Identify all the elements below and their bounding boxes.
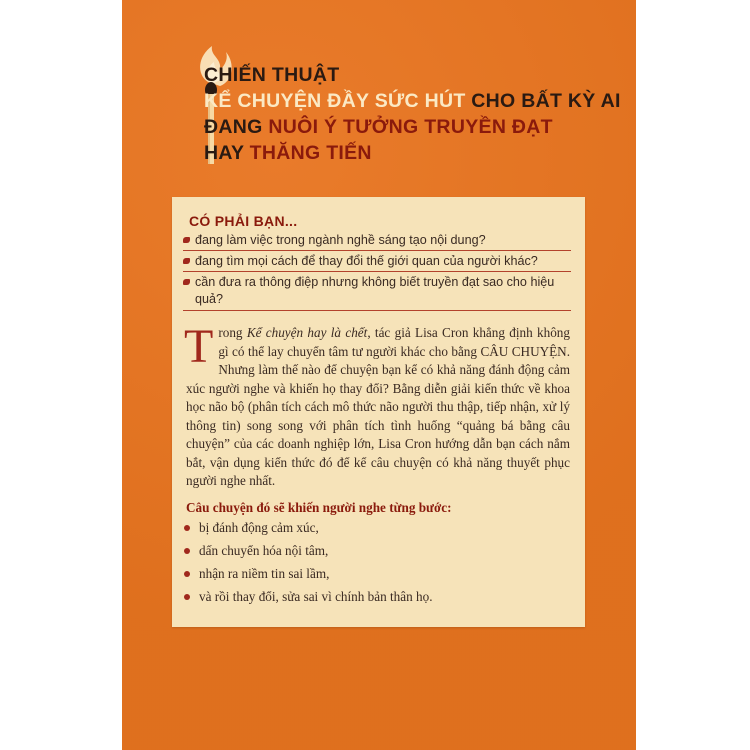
bullet-icon <box>183 237 190 243</box>
bullet-icon <box>183 258 190 264</box>
story-step: và rồi thay đổi, sửa sai vì chính bản thân họ. <box>184 589 433 605</box>
headline-line2-b: CHO BẤT KỲ AI <box>471 90 621 112</box>
question-item: cần đưa ra thông điệp nhưng không biết truyền đạt sao cho hiệu quả? <box>183 274 573 308</box>
book-title: Kể chuyện hay là chết <box>246 325 368 340</box>
bullet-icon <box>184 594 190 600</box>
story-step: bị đánh động cảm xúc, <box>184 520 319 536</box>
headline-line4-b: THĂNG TIẾN <box>249 142 372 164</box>
question-item: đang tìm mọi cách để thay đổi thế giới quan của người khác? <box>183 253 573 270</box>
cover-headline <box>204 62 624 166</box>
bullet-icon <box>184 548 190 554</box>
question-item: đang làm việc trong ngành nghề sáng tạo nội dung? <box>183 232 573 249</box>
bullet-icon <box>183 279 190 285</box>
description-paragraph: Trong Kể chuyện hay là chết, tác giả Lisa Cron khẳng định không gì có thể lay chuyển tâm tư người khác cho bằng CÂU CHUYỆN. Nhưng làm thế nào để chuyện bạn kể có khả năng đánh động cảm xúc người nghe và khiến họ thay đổi? Bằng diễn giải kiến thức về khoa học não bộ (phân tích cách mô thức não người thu thập, tiếp nhận, xử lý thông tin) song song với phân tích tình huống “quảng bá bằng câu chuyện” của các doanh nghiệp lớn, Lisa Cron hướng dẫn bạn cách nắm bắt, vận dụng kiến thức đó để kể câu chuyện có khả năng thuyết phục người nghe nhất. <box>184 320 570 488</box>
divider <box>183 271 571 272</box>
question-title: CÓ PHẢI BẠN... <box>189 213 298 229</box>
story-step: nhận ra niềm tin sai lầm, <box>184 566 329 582</box>
bullet-icon <box>184 525 190 531</box>
headline-line1: CHIẾN THUẬT <box>204 64 340 86</box>
headline-line2-a: KỂ CHUYỆN ĐẦY SỨC HÚT <box>204 90 472 112</box>
bullet-icon <box>184 571 190 577</box>
story-step: dấn chuyển hóa nội tâm, <box>184 543 328 559</box>
headline-line4-a: HAY <box>204 142 250 164</box>
drop-cap: T <box>184 320 214 373</box>
headline-line3-a: ĐANG <box>204 116 269 138</box>
divider <box>183 310 571 311</box>
divider <box>183 250 571 251</box>
story-lead: Câu chuyện đó sẽ khiến người nghe từng bước: <box>186 500 452 515</box>
headline-line3-b: NUÔI Ý TƯỞNG TRUYỀN ĐẠT <box>268 116 553 138</box>
